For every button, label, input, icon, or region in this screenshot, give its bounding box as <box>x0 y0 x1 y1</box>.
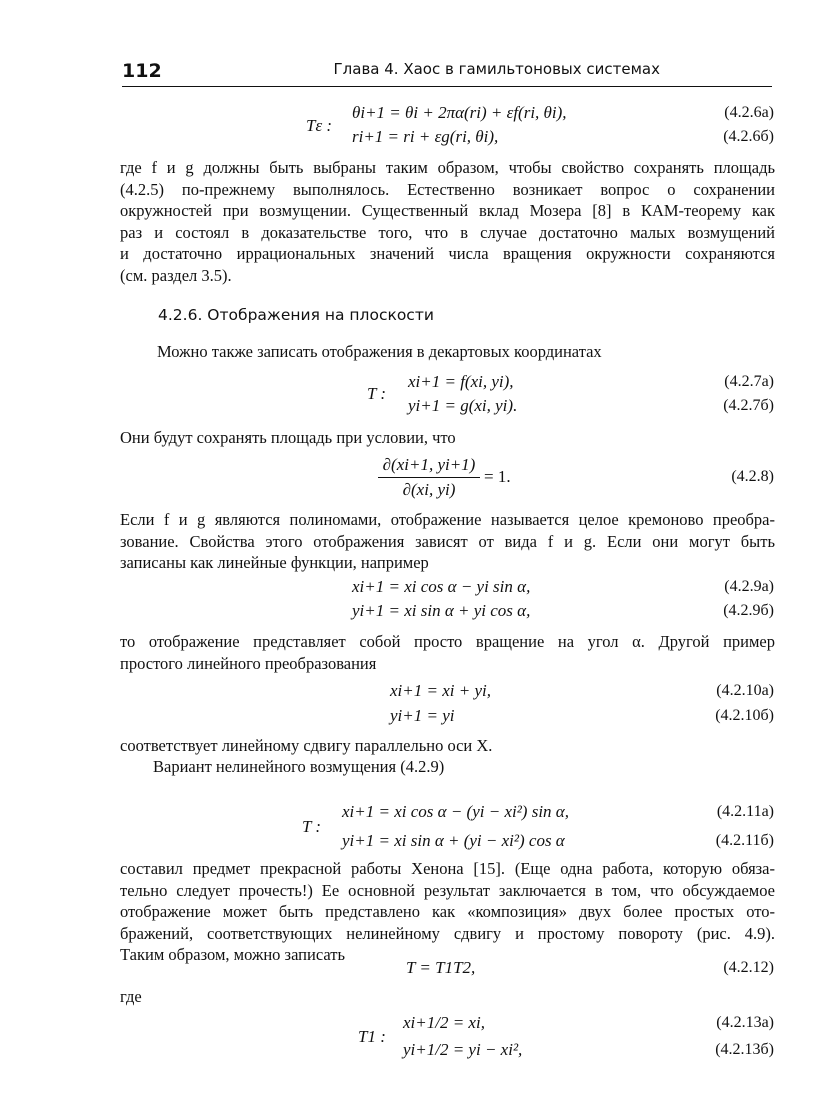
paragraph-8-line: тельно следует прочесть!) Ее основной результат заключается в том, что обсуждаемое <box>120 880 775 900</box>
paragraph-8-line: Таким образом, можно записать <box>120 945 345 964</box>
paragraph-1-line: раз и состоял в доказательстве того, что в случае достаточно малых возмущений <box>120 222 775 242</box>
paragraph-8-line: отображение может быть представлено как «композиция» двух более простых ото- <box>120 902 775 921</box>
eq-4-2-7-label: T : <box>367 384 387 403</box>
paragraph-5 <box>120 631 775 674</box>
paragraph-2 <box>157 341 777 363</box>
paragraph-1-line: (см. раздел 3.5). <box>120 265 232 285</box>
paragraph-8-line: составил предмет прекрасной работы Хенона [15]. (Еще одна работа, которую обяза- <box>120 859 775 878</box>
paragraph-3-line: Они будут сохранять площадь при условии, что <box>120 428 456 447</box>
eq-4-2-13-label: T1 : <box>358 1027 386 1046</box>
paragraph-1-line: и достаточно иррациональных значений числа вращения окружности сохраняются <box>120 244 775 263</box>
eq-4-2-12: T = T1T2, <box>406 958 476 977</box>
eq-4-2-11b: yi+1 = xi sin α + (yi − xi²) cos α <box>342 831 565 850</box>
section-heading: 4.2.6. Отображения на плоскости <box>158 306 434 324</box>
eq-4-2-13b-number: (4.2.13б) <box>715 1041 774 1058</box>
eq-4-2-9a: xi+1 = xi cos α − yi sin α, <box>352 577 531 596</box>
eq-4-2-6a: θi+1 = θi + 2πα(ri) + εf(ri, θi), <box>352 103 567 122</box>
paragraph-5-line: то отображение представляет собой просто вращение на угол α. Другой пример <box>120 632 775 651</box>
paragraph-3 <box>120 427 775 449</box>
paragraph-6-line: соответствует линейному сдвигу параллельно оси X. <box>120 736 493 755</box>
eq-4-2-11a: xi+1 = xi cos α − (yi − xi²) sin α, <box>342 802 569 821</box>
paragraph-7 <box>153 756 773 778</box>
eq-4-2-10b: yi+1 = yi <box>390 706 455 725</box>
eq-4-2-9b-number: (4.2.9б) <box>723 602 774 619</box>
eq-4-2-13b: yi+1/2 = yi − xi², <box>403 1040 523 1059</box>
paragraph-4 <box>120 509 775 574</box>
paragraph-8-line: бражений, соответствующих нелинейному сдвигу и простому повороту (рис. 4.9). <box>120 923 775 943</box>
paragraph-2-line: Можно также записать отображения в декартовых координатах <box>157 342 602 361</box>
eq-4-2-13a-number: (4.2.13a) <box>716 1014 774 1031</box>
paragraph-4-line: зование. Свойства этого отображения зависят от вида f и g. Если они могут быть <box>120 531 775 551</box>
eq-4-2-6b: ri+1 = ri + εg(ri, θi), <box>352 127 499 146</box>
paragraph-1-line: (4.2.5) по-прежнему выполнялось. Естественно возникает вопрос о сохранении <box>120 179 775 199</box>
eq-4-2-11b-number: (4.2.11б) <box>715 832 774 849</box>
paragraph-4-line: Если f и g являются полиномами, отображение называется целое кремоново преобра- <box>120 510 775 529</box>
page-header <box>122 58 772 87</box>
paragraph-8 <box>120 858 775 966</box>
eq-4-2-11a-number: (4.2.11a) <box>716 803 774 820</box>
paragraph-9 <box>120 986 775 1008</box>
running-title: Глава 4. Хаос в гамильтоновых системах <box>333 60 660 78</box>
eq-4-2-10a: xi+1 = xi + yi, <box>390 681 491 700</box>
eq-4-2-9b: yi+1 = xi sin α + yi cos α, <box>352 601 531 620</box>
eq-4-2-11-label: T : <box>302 817 322 836</box>
paragraph-1 <box>120 157 775 286</box>
eq-4-2-10b-number: (4.2.10б) <box>715 707 774 724</box>
paragraph-9-line: где <box>120 987 142 1006</box>
eq-4-2-6-label: Tε : <box>306 116 333 135</box>
eq-4-2-7a-number: (4.2.7a) <box>724 373 774 390</box>
paragraph-5-line: простого линейного преобразования <box>120 653 377 673</box>
eq-4-2-8-denominator: ∂(xi, yi) <box>402 480 456 499</box>
eq-4-2-7b-number: (4.2.7б) <box>723 397 774 414</box>
eq-4-2-6b-number: (4.2.6б) <box>723 128 774 145</box>
paragraph-7-line: Вариант нелинейного возмущения (4.2.9) <box>153 757 445 776</box>
eq-4-2-8-fraction <box>378 455 480 500</box>
paragraph-1-line: окружностей при возмущении. Существенный вклад Мозера [8] в КАМ-теорему как <box>120 201 775 220</box>
eq-4-2-7a: xi+1 = f(xi, yi), <box>408 372 514 391</box>
paragraph-6 <box>120 735 775 757</box>
eq-4-2-9a-number: (4.2.9a) <box>724 578 774 595</box>
paragraph-1-line: где f и g должны быть выбраны таким образом, чтобы свойство сохранять площадь <box>120 158 775 177</box>
eq-4-2-8-rhs: = 1. <box>484 467 511 486</box>
paragraph-4-line: записаны как линейные функции, например <box>120 553 429 572</box>
eq-4-2-12-number: (4.2.12) <box>723 959 774 976</box>
eq-4-2-8-number: (4.2.8) <box>731 468 774 485</box>
eq-4-2-10a-number: (4.2.10a) <box>716 682 774 699</box>
eq-4-2-6a-number: (4.2.6a) <box>724 104 774 121</box>
eq-4-2-8-numerator: ∂(xi+1, yi+1) <box>378 455 480 478</box>
eq-4-2-7b: yi+1 = g(xi, yi). <box>408 396 518 415</box>
eq-4-2-13a: xi+1/2 = xi, <box>403 1013 485 1032</box>
page-number: 112 <box>122 60 162 82</box>
